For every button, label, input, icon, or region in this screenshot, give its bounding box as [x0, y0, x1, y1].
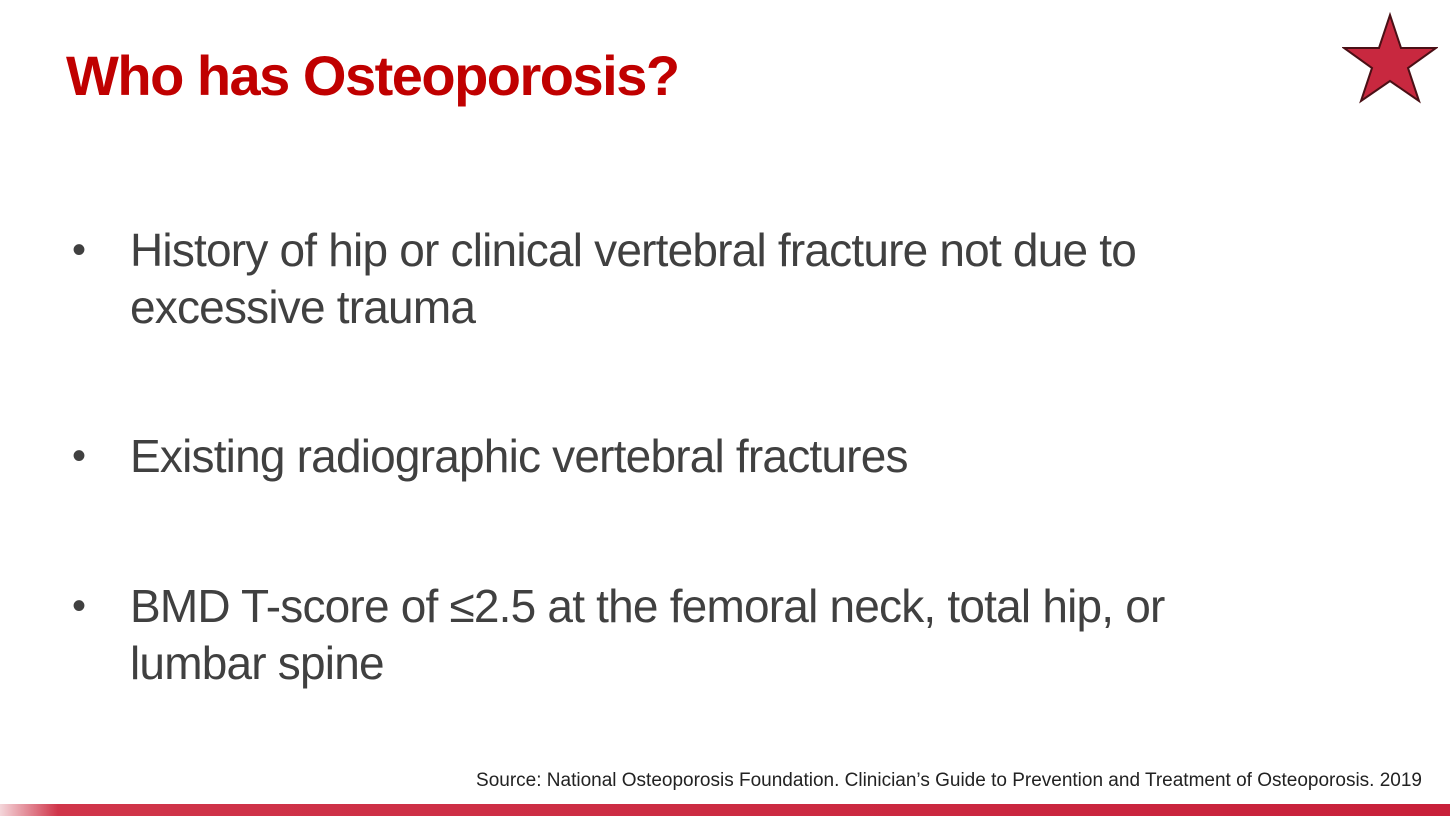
source-citation: Source: National Osteoporosis Foundation. Clinician’s Guide to Prevention and Treatment of Osteoporosis. 2019 — [476, 770, 1422, 791]
star-icon — [1342, 12, 1438, 104]
bullet-item — [72, 578, 1192, 692]
bullet-symbol: • — [72, 228, 86, 272]
bullet-text: History of hip or clinical vertebral fracture not due to excessive trauma — [130, 224, 1137, 333]
bullet-item — [72, 428, 1192, 485]
bullet-item — [72, 222, 1192, 336]
slide-title: Who has Osteoporosis? — [66, 44, 679, 107]
bullet-symbol: • — [72, 584, 86, 628]
bullet-text: BMD T-score of ≤2.5 at the femoral neck, total hip, or lumbar spine — [130, 580, 1165, 689]
bullet-text: Existing radiographic vertebral fractures — [130, 430, 908, 482]
accent-bar — [0, 804, 1450, 816]
bullet-symbol: • — [72, 434, 86, 478]
star-shape — [1344, 15, 1436, 101]
